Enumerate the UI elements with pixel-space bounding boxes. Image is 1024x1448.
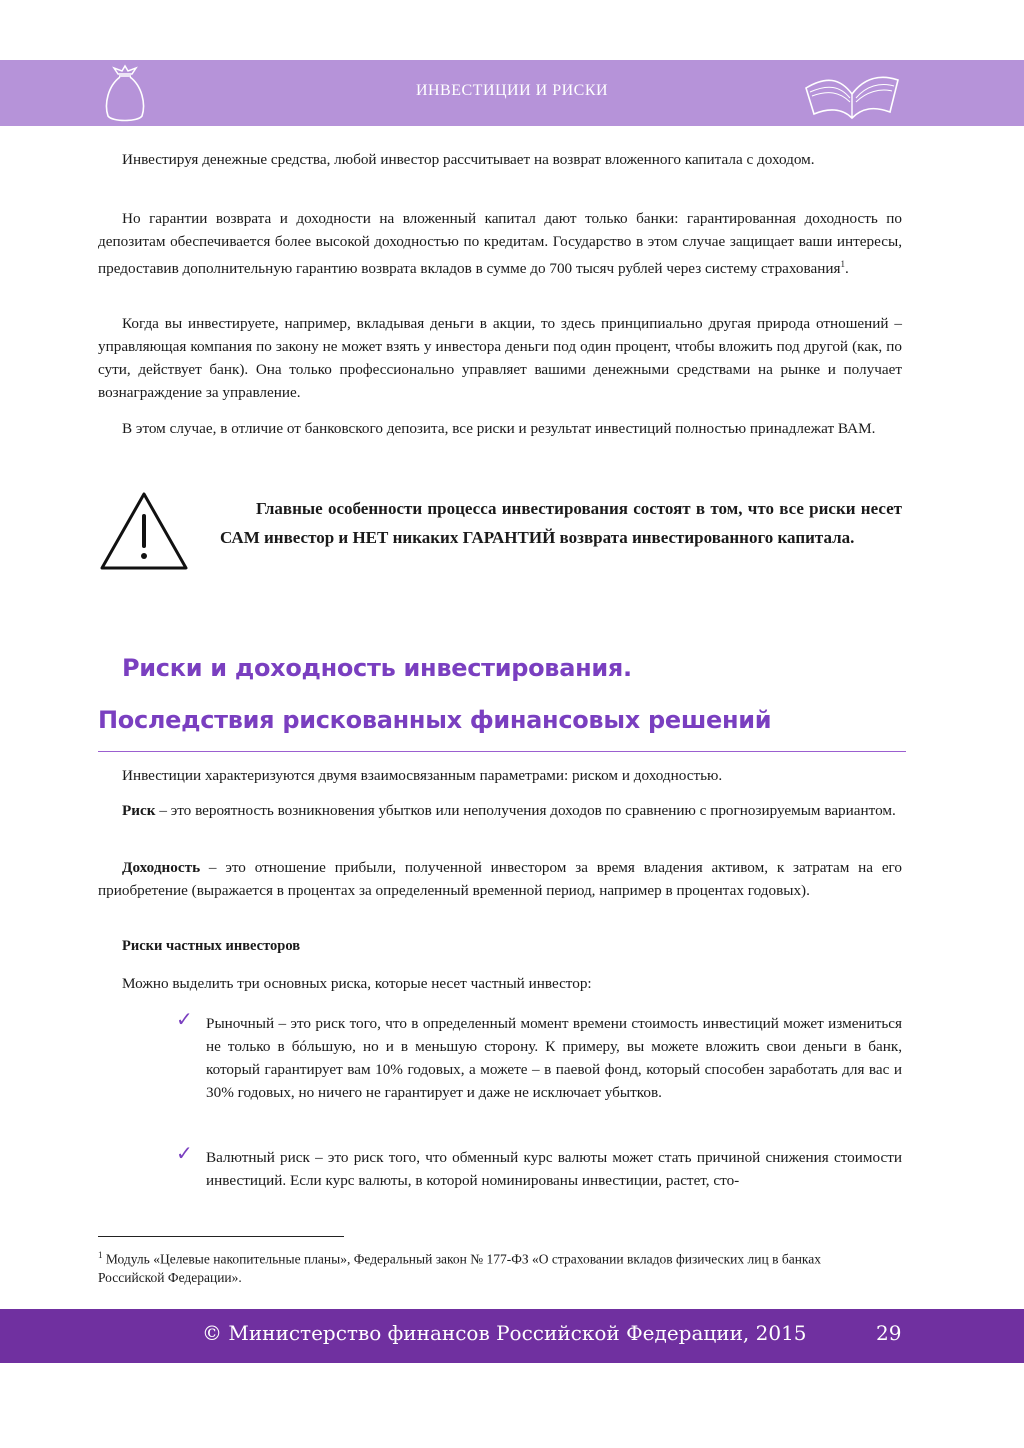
section-title-line-1: Риски и доходность инвестирования. xyxy=(122,654,632,682)
check-icon: ✓ xyxy=(176,1141,193,1165)
page-footer xyxy=(0,1309,1024,1363)
page-number: 29 xyxy=(876,1321,902,1345)
footnote-ref[interactable]: 1 xyxy=(840,259,845,269)
intro-paragraph-3: Когда вы инвестируете, например, вкладывая деньги в акции, то здесь принципиально другая природа отношений – управляющая компания по закону не может взять у инвестора деньги под один процент, чтобы вложить под другой (как, по сути, действует банк). Она только профессионально управляет вашими денежными средствами на рынке и получает вознаграждение за управление. xyxy=(98,315,902,401)
risk-term: Риск xyxy=(122,802,156,819)
open-book-icon xyxy=(800,66,904,122)
intro-paragraph-2: Но гарантии возврата и доходности на вложенный капитал дают только банки: гарантированная доходность по депозитам обеспечивается более высокой доходностью по кредитам. Государство в этом случае защищает ваши интересы, предоставив дополнительную гарантию возврата вкладов в сумме до 700 тысяч рублей через систему страхования$^1$. xyxy=(98,210,902,278)
copyright-text: © Министерство финансов Российской Федерации, 2015 xyxy=(202,1321,807,1345)
subheading-private-investor-risks: Риски частных инвесторов xyxy=(122,938,301,954)
footnote-divider xyxy=(98,1236,344,1237)
footnote-mark: 1 xyxy=(98,1250,103,1260)
risk-definition: Риск – это вероятность возникновения убытков или неполучения доходов по сравнению с прогнозируемым вариантом. xyxy=(122,802,896,819)
check-icon: ✓ xyxy=(176,1007,193,1031)
intro-paragraph-1: Инвестируя денежные средства, любой инвестор рассчитывает на возврат вложенного капитала с доходом. xyxy=(122,151,815,168)
section-divider xyxy=(98,751,906,752)
section-title-line-2: Последствия рискованных финансовых решений xyxy=(98,706,772,734)
warning-text: Главные особенности процесса инвестирования состоят в том, что все риски несет САМ инвестор и НЕТ никаких ГАРАНТИЙ возврата инвестированного капитала. xyxy=(220,499,902,547)
header-title: ИНВЕСТИЦИИ И РИСКИ xyxy=(415,82,609,99)
risks-lead-text: Можно выделить три основных риска, которые несет частный инвестор: xyxy=(122,975,592,992)
section-paragraph-1: Инвестиции характеризуются двумя взаимосвязанным параметрами: риском и доходностью. xyxy=(122,767,723,784)
warning-triangle-icon xyxy=(98,490,190,574)
bullet-currency-risk: Валютный риск – это риск того, что обменный курс валюты может стать причиной снижения стоимости инвестиций. Если курс валюты, в которой номинированы инвестиции, растет, сто- xyxy=(206,1149,902,1189)
yield-term: Доходность xyxy=(122,859,201,876)
yield-definition: Доходность – это отношение прибыли, полученной инвестором за время владения активом, к затратам на его приобретение (выражается в процентах за определенный временной период, например в процентах годовых). xyxy=(98,859,902,899)
page-header xyxy=(0,60,1024,126)
intro-paragraph-4: В этом случае, в отличие от банковского депозита, все риски и результат инвестиций полностью принадлежат ВАМ. xyxy=(122,420,876,437)
footnote: $^1$ Модуль «Целевые накопительные планы», Федеральный закон № 177-ФЗ «О страховании вкладов физических лиц в банках Российской Федерации». xyxy=(98,1250,822,1285)
bullet-market-risk: Рыночный – это риск того, что в определенный момент времени стоимость инвестиций может измениться не только в бóльшую, но и в меньшую сторону. К примеру, вы можете вложить свои деньги в банк, который гарантирует вам 10% годовых, а можете – в паевой фонд, который способен заработать для вас и 30% годовых, но ничего не гарантирует и даже не исключает убытков. xyxy=(206,1015,902,1101)
